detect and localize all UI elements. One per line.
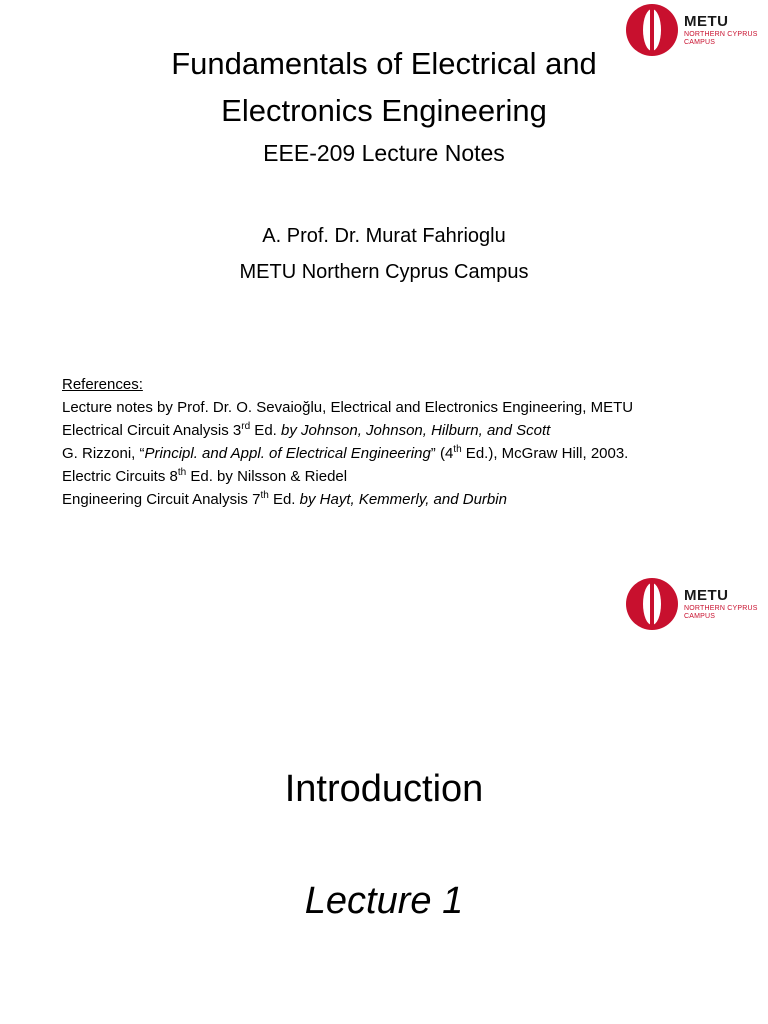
metu-emblem-icon [624,576,682,632]
metu-logo [624,576,764,632]
reference-item-3: G. Rizzoni, “Principl. and Appl. of Electrical Engineering” (4th Ed.), McGraw Hill, 2003. [62,444,629,462]
course-title-line1: Fundamentals of Electrical and [171,46,597,81]
course-subtitle: EEE-209 Lecture Notes [263,140,505,166]
logo-subtitle-line2: CAMPUS [684,613,716,620]
course-title-line2: Electronics Engineering [221,93,547,128]
references-heading: References: [62,376,143,393]
campus-name: METU Northern Cyprus Campus [239,261,529,283]
introduction-title: Introduction [284,768,484,810]
references-list [62,373,633,511]
logo-subtitle-line1: NORTHERN CYPRUS [684,605,758,612]
logo-subtitle-line1: NORTHERN CYPRUS [684,31,758,38]
author-name: A. Prof. Dr. Murat Fahrioglu [262,225,506,247]
reference-item-2: Electrical Circuit Analysis 3rd Ed. by Johnson, Johnson, Hilburn, and Scott [62,421,551,439]
logo-name: METU [684,13,729,30]
logo-name: METU [684,587,729,604]
logo-subtitle-line2: CAMPUS [684,39,716,46]
lecture-number: Lecture 1 [304,880,464,922]
reference-item-4: Electric Circuits 8th Ed. by Nilsson & Riedel [62,467,348,485]
reference-item-1: Lecture notes by Prof. Dr. O. Sevaioğlu, Electrical and Electronics Engineering, METU [62,399,634,416]
reference-item-5: Engineering Circuit Analysis 7th Ed. by Hayt, Kemmerly, and Durbin [62,490,507,508]
